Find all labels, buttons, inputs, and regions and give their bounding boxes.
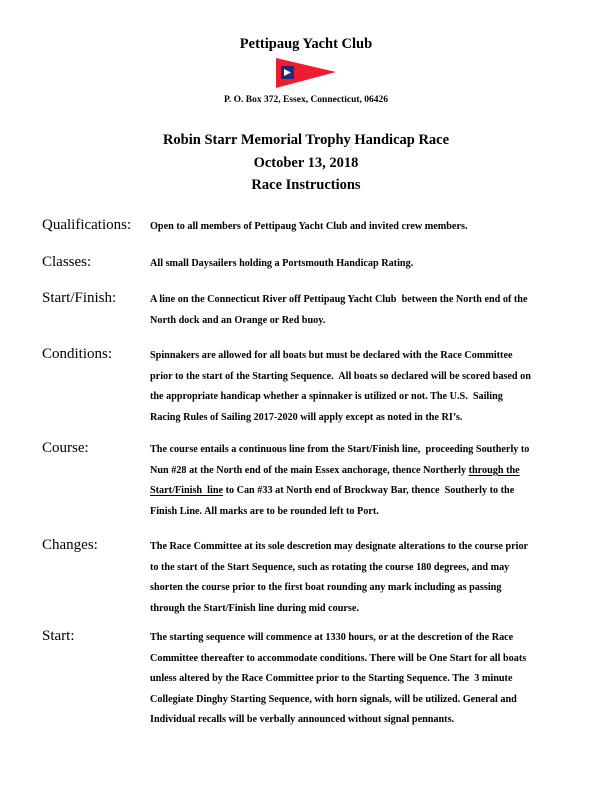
race-title: Robin Starr Memorial Trophy Handicap Race	[162, 132, 450, 148]
section-label: Start:	[42, 628, 75, 644]
section-body	[150, 254, 570, 275]
body-line: All small Daysailers holding a Portsmouth Handicap Rating.	[150, 258, 414, 269]
section-body	[150, 628, 570, 731]
underlined-text: Start/Finish line	[150, 485, 224, 496]
burgee-flag-icon	[276, 58, 336, 88]
section-label: Classes:	[42, 254, 92, 270]
body-line: The starting sequence will commence at 1330 hours, or at the descretion of the Race	[150, 632, 514, 643]
body-line: to the start of the Start Sequence, such as rotating the course 180 degrees, and may	[150, 561, 510, 573]
body-line	[150, 461, 570, 482]
section-label: Qualifications:	[42, 217, 132, 233]
body-line: Racing Rules of Sailing 2017-2020 will apply except as noted in the RI’s.	[150, 411, 463, 423]
body-text: Nun #28 at the North end of the main Essex anchorage, thence Northerly	[150, 464, 469, 476]
body-line: The course entails a continuous line from the Start/Finish line, proceeding Southerly to	[150, 444, 530, 455]
body-line: Finish Line. All marks are to be rounded left to Port.	[150, 505, 379, 517]
body-line: Collegiate Dinghy Starting Sequence, with horn signals, will be utilized. General and	[150, 693, 517, 705]
race-date: October 13, 2018	[253, 155, 359, 171]
body-line: Committee thereafter to accommodate conditions. There will be One Start for all boats	[150, 652, 527, 664]
section-body	[150, 290, 570, 331]
body-line: Spinnakers are allowed for all boats but must be declared with the Race Committee	[150, 350, 513, 361]
body-line: prior to the start of the Starting Sequence. All boats so declared will be scored based on	[150, 370, 531, 382]
body-line: Individual recalls will be verbally announced without signal pennants.	[150, 714, 455, 725]
body-line: North dock and an Orange or Red buoy.	[150, 314, 326, 326]
underlined-text: through the	[468, 464, 520, 476]
section-body	[150, 346, 570, 428]
body-line: through the Start/Finish line during mid course.	[150, 602, 359, 614]
section-body	[150, 537, 570, 619]
club-name: Pettipaug Yacht Club	[239, 36, 373, 52]
race-subtitle: Race Instructions	[251, 177, 361, 193]
body-line: A line on the Connecticut River off Pettipaug Yacht Club between the North end of the	[150, 294, 528, 305]
body-line: The Race Committee at its sole descretion may designate alterations to the course prior	[150, 541, 529, 552]
section-label: Start/Finish:	[42, 290, 117, 306]
section-label: Conditions:	[42, 346, 113, 362]
body-line: the appropriate handicap whether a spinnaker is utilized or not. The U.S. Sailing	[150, 391, 503, 402]
section-body	[150, 440, 570, 522]
body-line	[150, 481, 570, 502]
body-line: unless altered by the Race Committee prior to the Starting Sequence. The 3 minute	[150, 673, 513, 684]
body-line: Open to all members of Pettipaug Yacht Club and invited crew members.	[150, 221, 468, 232]
section-label: Course:	[42, 440, 89, 456]
body-text: to Can #33 at North end of Brockway Bar, thence Southerly to the	[223, 485, 515, 496]
club-address: P. O. Box 372, Essex, Connecticut, 06426	[223, 95, 389, 105]
section-label: Changes:	[42, 537, 98, 553]
body-line: shorten the course prior to the first boat rounding any mark including as passing	[150, 582, 502, 593]
section-body	[150, 217, 570, 238]
